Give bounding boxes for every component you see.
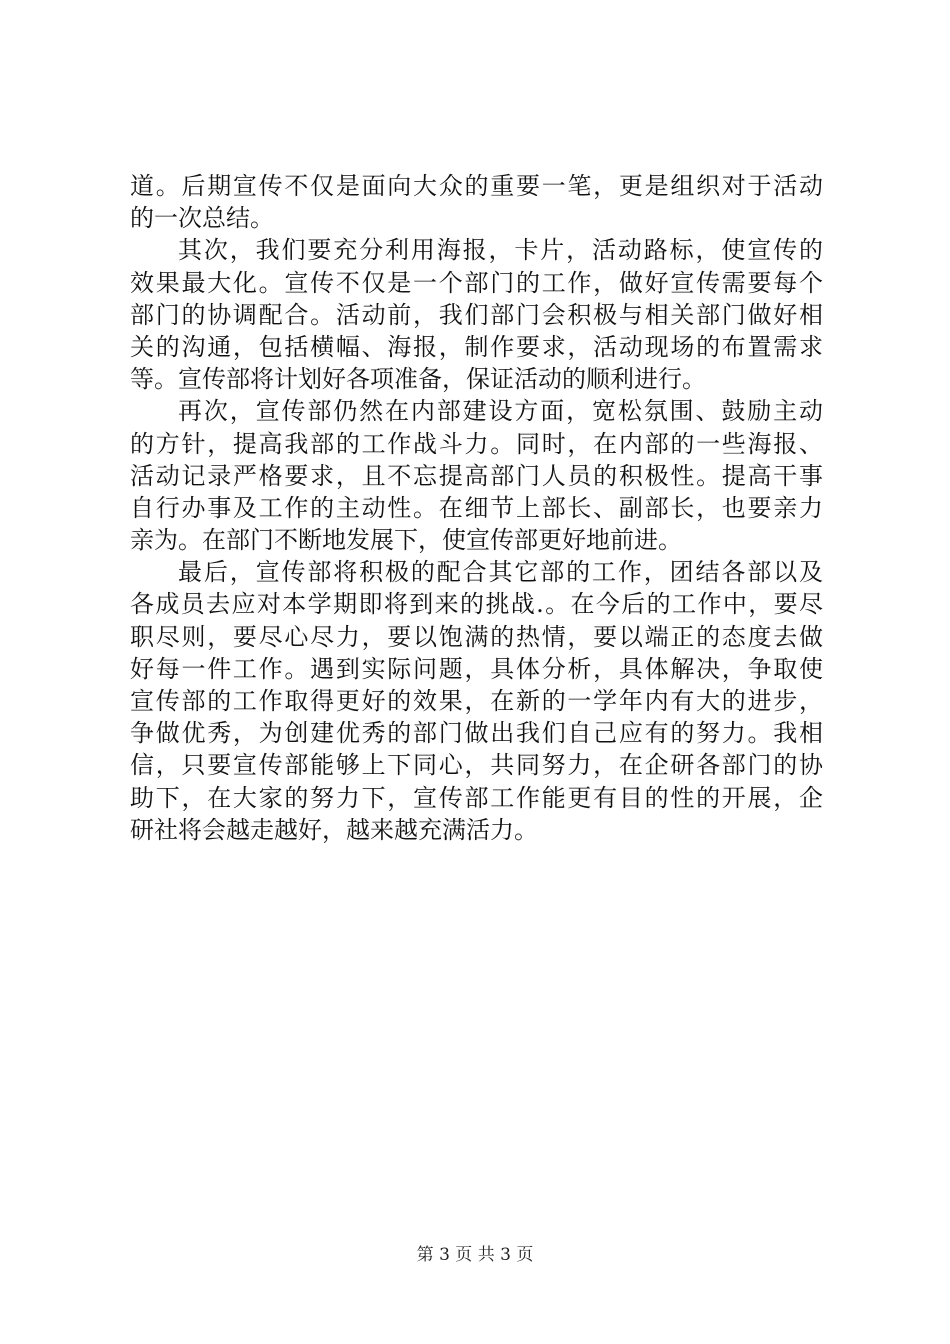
text-line: 再次，宣传部仍然在内部建设方面，宽松氛围、鼓励主动 <box>178 397 823 426</box>
text-line: 的方针，提高我部的工作战斗力。同时，在内部的一些海报、 <box>130 429 823 458</box>
paragraph <box>130 170 823 234</box>
paragraph <box>130 556 823 846</box>
text-line: 效果最大化。宣传不仅是一个部门的工作，做好宣传需要每个 <box>130 268 823 297</box>
text-line: 活动记录严格要求，且不忘提高部门人员的积极性。提高干事 <box>130 461 823 490</box>
text-line: 其次，我们要充分利用海报，卡片，活动路标，使宣传的 <box>178 236 823 265</box>
text-line: 亲为。在部门不断地发展下，使宣传部更好地前进。 <box>130 526 682 555</box>
text-line: 关的沟通，包括横幅、海报，制作要求，活动现场的布置需求 <box>130 332 823 361</box>
page-footer: 第 3 页 共 3 页 <box>416 1245 534 1265</box>
document-body <box>130 170 823 846</box>
text-line: 各成员去应对本学期即将到来的挑战.。在今后的工作中，要尽 <box>130 590 823 619</box>
text-line: 职尽则，要尽心尽力，要以饱满的热情，要以端正的态度去做 <box>130 622 823 651</box>
paragraph <box>130 234 823 395</box>
text-line: 的一次总结。 <box>130 204 274 233</box>
text-line: 等。宣传部将计划好各项准备，保证活动的顺利进行。 <box>130 365 706 394</box>
text-line: 宣传部的工作取得更好的效果，在新的一学年内有大的进步， <box>130 687 823 715</box>
text-line: 信，只要宣传部能够上下同心，共同努力，在企研各部门的协 <box>130 751 823 780</box>
text-line: 助下，在大家的努力下，宣传部工作能更有目的性的开展，企 <box>130 783 823 812</box>
text-line: 最后，宣传部将积极的配合其它部的工作，团结各部以及 <box>178 558 823 587</box>
text-line: 部门的协调配合。活动前，我们部门会积极与相关部门做好相 <box>130 300 823 329</box>
paragraph <box>130 395 823 556</box>
text-line: 争做优秀，为创建优秀的部门做出我们自己应有的努力。我相 <box>130 719 823 748</box>
text-line: 研社将会越走越好，越来越充满活力。 <box>130 815 538 844</box>
text-line: 道。后期宣传不仅是面向大众的重要一笔，更是组织对于活动 <box>130 172 823 200</box>
text-line: 好每一件工作。遇到实际问题，具体分析，具体解决，争取使 <box>130 654 823 683</box>
text-line: 自行办事及工作的主动性。在细节上部长、副部长，也要亲力 <box>130 493 823 522</box>
